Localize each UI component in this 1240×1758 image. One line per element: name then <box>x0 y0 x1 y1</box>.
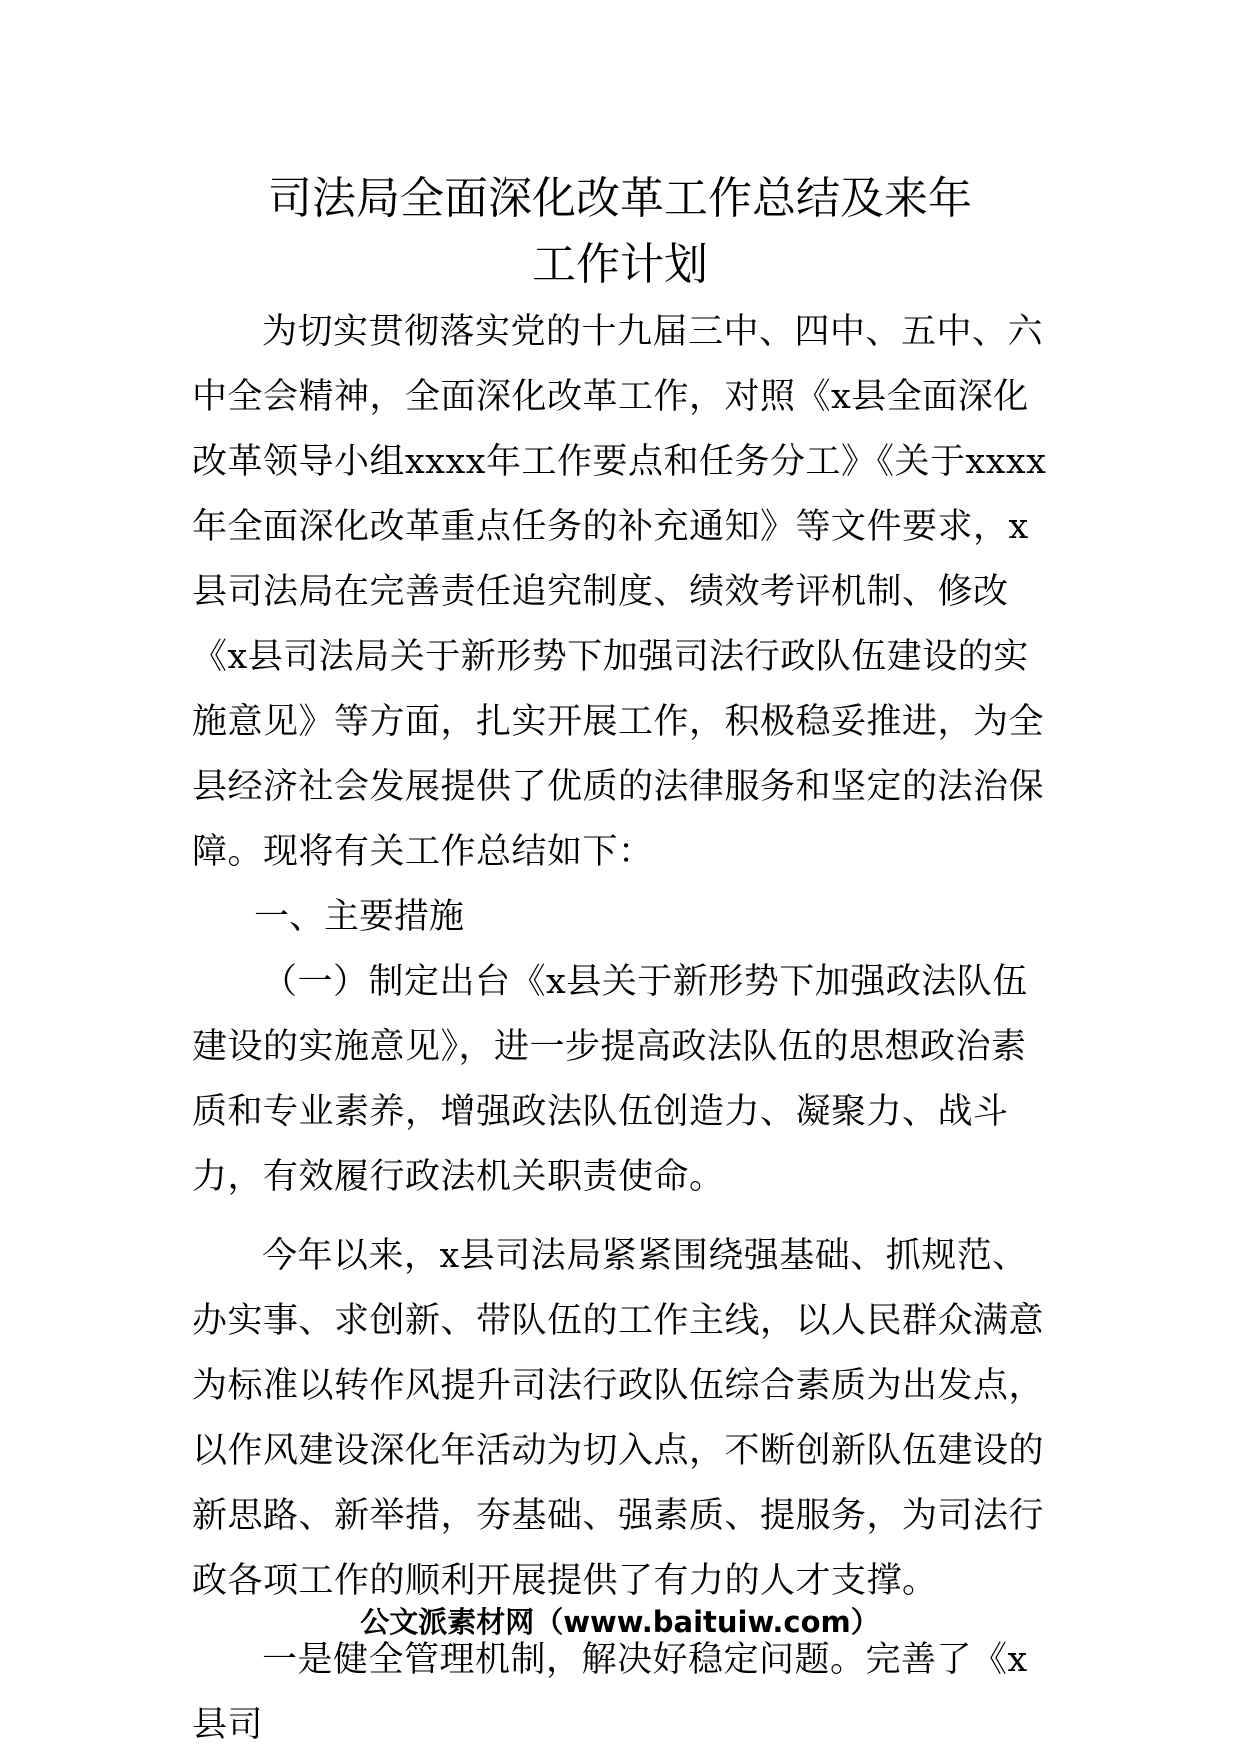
document-body <box>192 300 1052 1758</box>
document-title-line-2: 工作计划 <box>532 239 708 290</box>
document-title-line-1: 司法局全面深化改革工作总结及来年 <box>268 173 972 224</box>
body-paragraph-this-year: 今年以来，x县司法局紧紧围绕强基础、抓规范、办实事、求创新、带队伍的工作主线，以人民群众满意为标准以转作风提升司法行政队伍综合素质为出发点，以作风建设深化年活动为切入点，不断创新队伍建设的新思路、新举措，夯基础、强素质、提服务，为司法行政各项工作的顺利开展提供了有力的人才支撑。 <box>192 1236 1045 1601</box>
intro-paragraph: 为切实贯彻落实党的十九届三中、四中、五中、六中全会精神，全面深化改革工作，对照《x县全面深化改革领导小组xxxx年工作要点和任务分工》《关于xxxx年全面深化改革重点任务的补充通知》等文件要求，x县司法局在完善责任追究制度、绩效考评机制、修改《x县司法局关于新形势下加强司法行政队伍建设的实施意见》等方面，扎实开展工作，积极稳妥推进，为全县经济社会发展提供了优质的法律服务和坚定的法治保障。现将有关工作总结如下： <box>192 312 1047 872</box>
body-paragraph-first-point: 一是健全管理机制，解决好稳定问题。完善了《x县司 <box>192 1640 1028 1745</box>
footer-source: 公文派素材网（www.baituiw.com） <box>360 1605 880 1639</box>
subsection-paragraph-1: （一）制定出台《x县关于新形势下加强政法队伍建设的实施意见》，进一步提高政法队伍的思想政治素质和专业素养，增强政法队伍创造力、凝聚力、战斗力，有效履行政法机关职责使命。 <box>192 962 1028 1197</box>
section-heading-main-measures: 一、主要措施 <box>254 897 465 937</box>
